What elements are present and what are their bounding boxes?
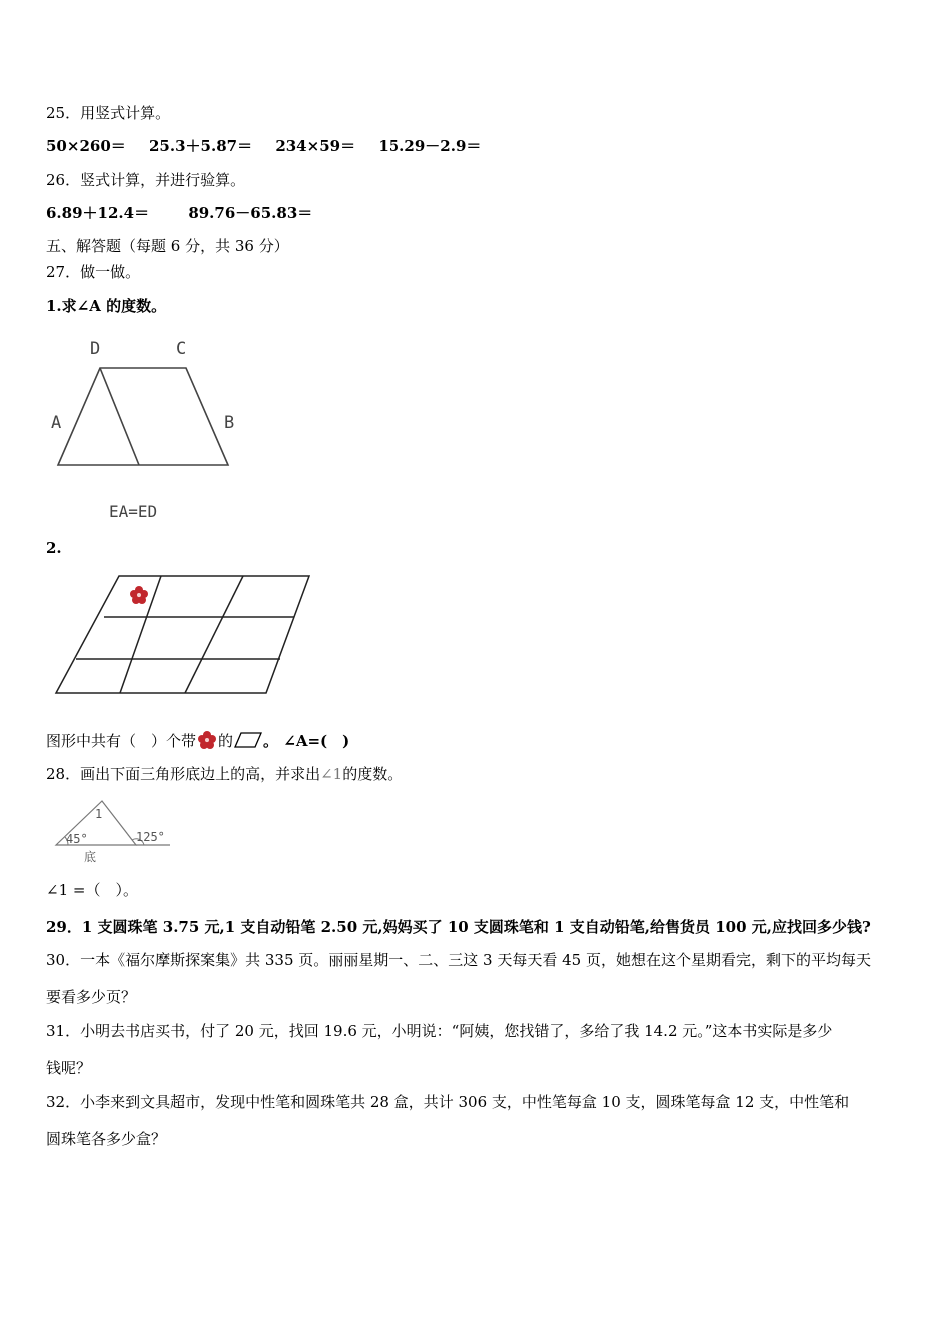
q25-expr-2: 25.3＋5.87＝ — [149, 137, 253, 155]
q31-line-1: 31．小明去书店买书，付了 20 元，找回 19.6 元，小明说：“阿姨，您找错了，多给了我 14.2 元。”这本书实际是多少 — [46, 1022, 833, 1040]
q27-part1-label: 1.求∠A 的度数。 — [46, 297, 167, 315]
flower-icon — [196, 730, 218, 750]
grid-parallelogram-figure — [50, 570, 320, 700]
q31-line-2: 钱呢？ — [46, 1059, 92, 1077]
q25-title: 25．用竖式计算。 — [46, 104, 171, 122]
label-d: D — [90, 339, 101, 359]
q28-title-suffix: 的度数。 — [342, 765, 403, 783]
parallelogram-icon — [233, 731, 263, 749]
label-ea-ed: EA=ED — [109, 502, 158, 521]
q26-expr-1: 6.89＋12.4＝ — [46, 204, 150, 222]
q30-line-1: 30．一本《福尔摩斯探案集》共 335 页。丽丽星期一、二、三这 3 天每天看 45 页，她想在这个星期看完，剩下的平均每天 — [46, 951, 871, 969]
q27-part2-question — [46, 730, 349, 751]
tri-label-base: 底 — [84, 850, 97, 864]
flower-icon — [130, 586, 148, 604]
q30-line-2: 要看多少页？ — [46, 988, 137, 1006]
q27-part2-suffix: 。 ∠A=( ) — [263, 732, 350, 750]
q25-expr-4: 15.29－2.9＝ — [378, 137, 482, 155]
parallelogram-figure — [40, 330, 260, 530]
q25-expr-1: 50×260＝ — [46, 137, 126, 155]
label-a: A — [51, 413, 62, 433]
label-b: B — [224, 413, 235, 433]
q32-line-2: 圆珠笔各多少盒？ — [46, 1130, 167, 1148]
q28-angle-label: ∠1 — [320, 765, 343, 783]
q26-title: 26．竖式计算，并进行验算。 — [46, 171, 246, 189]
q28-title — [46, 764, 402, 784]
tri-label-1: 1 — [95, 807, 103, 821]
q28-title-prefix: 28．画出下面三角形底边上的高，并求出 — [46, 765, 321, 783]
q29-text: 29．1 支圆珠笔 3.75 元,1 支自动铅笔 2.50 元,妈妈买了 10 支圆珠笔和 1 支自动铅笔,给售货员 100 元,应找回多少钱? — [46, 918, 871, 936]
q27-part2-mid: 的 — [218, 732, 234, 750]
q27-part2-label: 2. — [46, 539, 62, 557]
q27-part2-prefix: 图形中共有（ ）个带 — [46, 732, 197, 750]
q25-expressions — [46, 136, 481, 156]
q27-title: 27．做一做。 — [46, 263, 141, 281]
q25-expr-3: 234×59＝ — [275, 137, 356, 155]
q26-expr-2: 89.76－65.83＝ — [188, 204, 313, 222]
q28-answer: ∠1 =（ ）。 — [46, 881, 138, 899]
label-c: C — [176, 339, 187, 359]
section-5-title: 五、解答题（每题 6 分，共 36 分） — [46, 237, 289, 255]
tri-label-45: 45° — [66, 832, 88, 846]
q32-line-1: 32．小李来到文具超市，发现中性笔和圆珠笔共 28 盒，共计 306 支，中性笔每盒 10 支，圆珠笔每盒 12 支，中性笔和 — [46, 1093, 850, 1111]
q26-expressions — [46, 203, 312, 223]
tri-label-125: 125° — [136, 830, 165, 844]
triangle-figure — [48, 796, 178, 868]
